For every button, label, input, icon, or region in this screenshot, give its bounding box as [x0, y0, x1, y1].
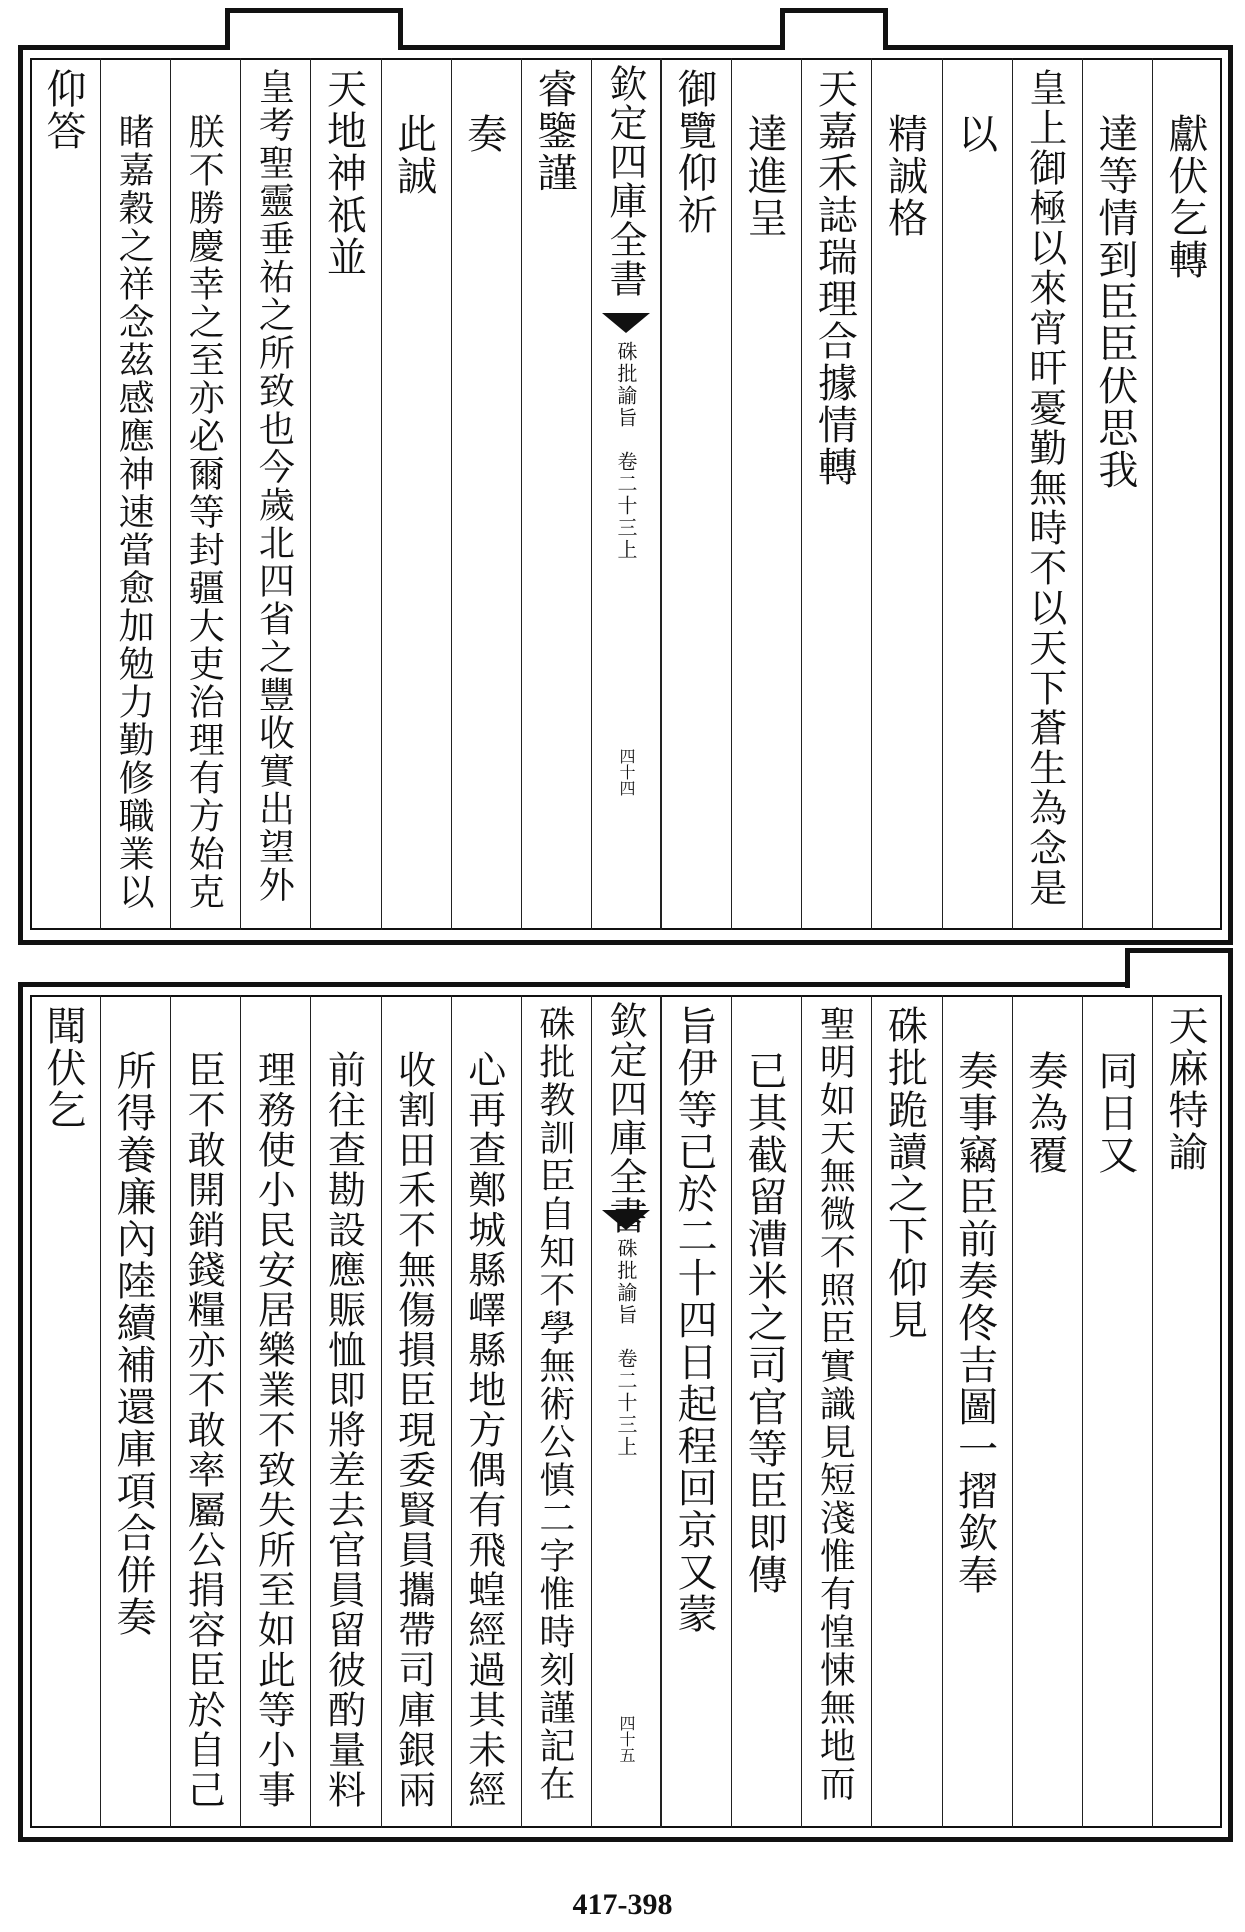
column-rule — [1012, 995, 1013, 1828]
column-rule — [240, 58, 241, 930]
page-footer-number: 417-398 — [572, 1888, 673, 1921]
running-head: 欽定四庫全書 — [603, 1001, 647, 1235]
text-column: 已其截留漕米之司官等臣即傳 — [741, 1050, 788, 1596]
column-rule — [521, 995, 522, 1828]
text-column: 聞伏乞 — [40, 1005, 87, 1131]
column-rule — [1012, 58, 1013, 930]
text-column: 天嘉禾誌瑞理合據情轉 — [811, 68, 858, 488]
column-rule — [801, 995, 802, 1828]
text-column: 獻伏乞轉 — [1161, 113, 1208, 281]
text-column: 睿鑒謹 — [530, 68, 577, 194]
column-rule — [170, 995, 171, 1828]
column-rule — [381, 995, 382, 1828]
column-rule — [591, 995, 592, 1828]
center-subhead: 硃批諭旨 卷二十三上 — [614, 341, 638, 561]
column-rule — [801, 58, 802, 930]
text-column: 奏為覆 — [1021, 1050, 1068, 1176]
column-rule — [170, 58, 171, 930]
column-rule — [381, 58, 382, 930]
column-rule — [661, 995, 662, 1828]
column-rule — [871, 995, 872, 1828]
text-column: 朕不勝慶幸之至亦必爾等封疆大吏治理有方始克 — [183, 113, 225, 911]
text-column: 前往查勘設應賑恤即將差去官員留彼酌量料 — [321, 1050, 366, 1810]
text-column: 收割田禾不無傷損臣現委賢員攜帶司庫銀兩 — [391, 1050, 436, 1810]
folio-number: 四十五 — [617, 1715, 636, 1763]
column-rule — [731, 58, 732, 930]
column-rule — [731, 995, 732, 1828]
text-column: 睹嘉穀之祥念茲感應神速當愈加勉力勤修職業以 — [113, 113, 155, 911]
column-rule — [240, 995, 241, 1828]
text-column: 精誠格 — [881, 113, 928, 239]
text-column: 天麻特諭 — [1161, 1005, 1208, 1173]
page-bottom — [0, 940, 1245, 1890]
text-column: 心再查鄭城縣嶧縣地方偶有飛蝗經過其未經 — [461, 1050, 506, 1810]
tab-right — [780, 8, 888, 50]
column-rule — [521, 58, 522, 930]
fishtail-mark — [602, 313, 650, 333]
column-rule — [591, 58, 592, 930]
column-rule — [1082, 995, 1083, 1828]
text-column: 聖明如天無微不照臣實識見短淺惟有惶悚無地而 — [814, 1005, 856, 1803]
text-column: 以 — [951, 113, 998, 155]
text-column: 此誠 — [390, 113, 437, 197]
text-column: 達進呈 — [741, 113, 788, 239]
tab-left — [225, 8, 403, 50]
text-column: 皇上御極以來宵旰憂勤無時不以天下蒼生為念是 — [1022, 68, 1067, 908]
column-rule — [871, 58, 872, 930]
text-column: 理務使小民安居樂業不致失所至如此等小事 — [251, 1050, 296, 1810]
column-rule — [100, 58, 101, 930]
text-column: 奏 — [460, 113, 507, 155]
text-column: 旨伊等已於二十四日起程回京又蒙 — [671, 1005, 718, 1635]
fishtail-mark — [602, 1210, 650, 1230]
center-subhead: 硃批諭旨 卷二十三上 — [614, 1238, 638, 1458]
column-rule — [942, 58, 943, 930]
text-column: 同日又 — [1091, 1050, 1138, 1176]
column-area — [30, 58, 1222, 930]
text-column: 皇考聖靈垂祐之所致也今歲北四省之豐收實出望外 — [253, 68, 295, 904]
column-rule — [310, 995, 311, 1828]
text-column: 硃批教訓臣自知不學無術公慎二字惟時刻謹記在 — [533, 1005, 575, 1803]
text-column: 天地神祇並 — [320, 68, 367, 278]
column-area — [30, 995, 1222, 1828]
column-rule — [661, 58, 662, 930]
running-head: 欽定四庫全書 — [603, 64, 647, 298]
tab-right — [1125, 948, 1233, 988]
column-rule — [942, 995, 943, 1828]
text-column: 御覽仰祈 — [671, 68, 718, 236]
folio-number: 四十四 — [617, 748, 636, 796]
column-rule — [1082, 58, 1083, 930]
column-rule — [1152, 58, 1153, 930]
text-column: 臣不敢開銷錢糧亦不敢率屬公捐容臣於自己 — [181, 1050, 226, 1810]
text-column: 達等情到臣臣伏思我 — [1091, 113, 1138, 491]
text-column: 所得養廉內陸續補還庫項合併奏 — [110, 1050, 157, 1638]
column-rule — [451, 58, 452, 930]
column-rule — [1152, 995, 1153, 1828]
text-column: 硃批跪讀之下仰見 — [881, 1005, 928, 1341]
column-rule — [100, 995, 101, 1828]
text-column: 奏事竊臣前奏佟吉圖一摺欽奉 — [951, 1050, 998, 1596]
column-rule — [310, 58, 311, 930]
column-rule — [451, 995, 452, 1828]
text-column: 仰答 — [40, 68, 87, 152]
page-top — [0, 0, 1245, 950]
